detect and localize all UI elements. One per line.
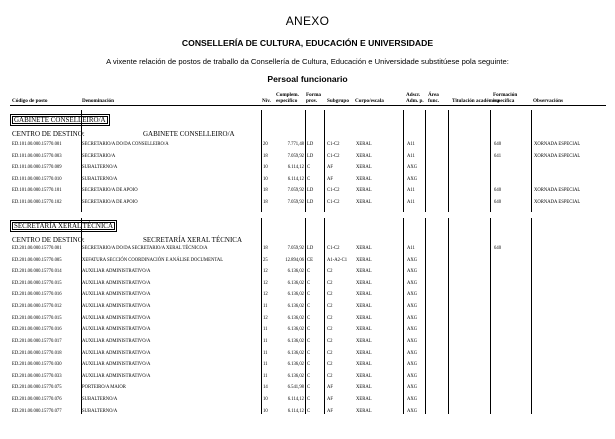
cell-subgrupo: C2 [327, 292, 333, 298]
table-row [0, 266, 615, 277]
cell-adscricion: AXG [407, 257, 418, 263]
cell-forma: C [307, 397, 311, 403]
cell-nivel: 10 [263, 176, 268, 182]
cell-adscricion: AXG [407, 304, 418, 310]
cell-corpo: XERAL [356, 142, 372, 147]
cell-corpo: XERAL [356, 246, 372, 251]
cell-forma: C [307, 385, 311, 391]
cell-observacions: XORNADA ESPECIAL [534, 200, 581, 205]
table-row [0, 151, 615, 162]
cell-corpo: XERAL [356, 385, 372, 391]
header-codigo: Código de posto [12, 98, 48, 104]
cell-code: ED.101.00.000.15770.001 [12, 142, 62, 147]
table-row [0, 139, 615, 150]
column-rule [403, 110, 404, 212]
cell-denominacion: SUBALTERNO/A [82, 176, 118, 182]
cell-forma: C [307, 327, 311, 333]
table-row [0, 371, 615, 382]
cell-corpo: XERAL [356, 350, 372, 356]
cell-complemento: 6.136,02 [287, 269, 304, 275]
cell-code: ED.201.00.000.15770.005 [12, 257, 62, 263]
cell-corpo: XERAL [356, 188, 372, 194]
cell-subgrupo: C1-C2 [327, 142, 340, 147]
cell-nivel: 11 [263, 362, 268, 368]
cell-subgrupo: AF [327, 176, 333, 182]
cell-complemento: 6.136,02 [287, 304, 304, 310]
cell-denominacion: AUXILIAR ADMINISTRATIVO/A [82, 315, 151, 321]
cell-forma: C [307, 350, 311, 356]
cell-denominacion: AUXILIAR ADMINISTRATIVO/A [82, 304, 151, 310]
column-rule [261, 218, 262, 414]
cell-denominacion: AUXILIAR ADMINISTRATIVO/A [82, 350, 151, 356]
cell-code: ED.201.00.000.15770.015 [12, 280, 62, 286]
cell-corpo: XERAL [356, 327, 372, 333]
table-row [0, 255, 615, 266]
cell-nivel: 20 [263, 142, 268, 147]
column-rule [81, 218, 82, 414]
cell-adscricion: A11 [407, 188, 415, 194]
cell-nivel: 12 [263, 292, 268, 298]
cell-complemento: 7.771,48 [287, 142, 304, 147]
cell-adscricion: A11 [407, 200, 415, 205]
table-row [0, 301, 615, 312]
cell-code: ED.201.00.000.15770.016 [12, 327, 62, 333]
column-rule [261, 110, 262, 212]
cell-adscricion: AXG [407, 176, 418, 182]
cell-formacion: 640 [494, 200, 502, 205]
cell-denominacion: SECRETARIO/A DO/DA CONSELLEIRO/A [82, 142, 169, 147]
cell-complemento: 6.136,02 [287, 292, 304, 298]
cell-code: ED.201.00.000.15770.017 [12, 338, 62, 344]
column-rule [531, 218, 532, 414]
cell-forma: C [307, 315, 311, 321]
cell-denominacion: AUXILIAR ADMINISTRATIVO/A [82, 373, 151, 379]
header-complem-1: Complem. [276, 92, 299, 98]
header-forma-2: prov. [306, 98, 318, 104]
cell-forma: C [307, 304, 311, 310]
header-areas-2: func. [428, 98, 440, 104]
cell-adscricion: AXG [407, 315, 418, 321]
header-complem-2: específico [276, 98, 298, 104]
cell-nivel: 10 [263, 397, 268, 403]
cell-adscricion: AXG [407, 338, 418, 344]
cell-complemento: 7.059,92 [287, 246, 304, 251]
cell-code: ED.201.00.000.15770.016 [12, 292, 62, 298]
cell-nivel: 11 [263, 350, 268, 356]
cell-forma: C [307, 338, 311, 344]
table-row [0, 162, 615, 173]
cell-code: ED.201.00.000.15770.077 [12, 408, 62, 414]
cell-code: ED.201.00.000.15770.075 [12, 385, 62, 391]
cell-subgrupo: A1-A2-C1 [327, 257, 348, 263]
column-rule [324, 218, 325, 414]
cell-denominacion: SUBALTERNO/A [82, 165, 118, 171]
cell-forma: LD [307, 142, 314, 147]
column-rule [425, 110, 426, 212]
cell-forma: C [307, 280, 311, 286]
cell-code: ED.201.00.000.15770.012 [12, 304, 62, 310]
cell-complemento: 6.136,02 [287, 373, 304, 379]
column-rule [403, 218, 404, 414]
cell-code: ED.201.00.000.15770.076 [12, 397, 62, 403]
column-rule [490, 110, 491, 212]
table-row [0, 289, 615, 300]
cell-corpo: XERAL [356, 338, 372, 344]
cell-complemento: 12.894,06 [285, 257, 304, 263]
cell-denominacion: AUXILIAR ADMINISTRATIVO/A [82, 280, 151, 286]
cell-subgrupo: C1-C2 [327, 200, 340, 205]
cell-subgrupo: C2 [327, 362, 333, 368]
cell-forma: LD [307, 246, 314, 251]
cell-denominacion: XEFATURA SECCIÓN COORDINACIÓN E ANÁLISE DOCUMENTAL [82, 257, 224, 263]
cell-forma: C [307, 269, 311, 275]
cell-denominacion: AUXILIAR ADMINISTRATIVO/A [82, 362, 151, 368]
table-row [0, 406, 615, 417]
header-nivel: Nív. [262, 98, 271, 104]
ministry-heading: CONSELLERÍA DE CULTURA, EDUCACIÓN E UNIVERSIDADE [181, 38, 434, 48]
table-row [0, 243, 615, 254]
cell-code: ED.101.00.000.15770.101 [12, 188, 62, 194]
table-row [0, 185, 615, 196]
centro-label: CENTRO DE DESTINO: [12, 130, 85, 138]
column-rule [305, 110, 306, 212]
cell-subgrupo: C1-C2 [327, 153, 340, 159]
cell-complemento: 6.136,02 [287, 350, 304, 356]
cell-nivel: 10 [263, 408, 268, 414]
group-box-secretaria: SECRETARÍA XERAL TÉCNICA [10, 220, 117, 232]
cell-subgrupo: C2 [327, 327, 333, 333]
centro-name: SECRETARÍA XERAL TÉCNICA [143, 236, 242, 244]
cell-formacion: 640 [494, 246, 502, 251]
cell-complemento: 6.114,12 [287, 397, 304, 403]
cell-corpo: XERAL [356, 153, 372, 159]
table-row [0, 336, 615, 347]
cell-code: ED.101.00.000.15770.102 [12, 200, 62, 205]
cell-complemento: 6.114,12 [287, 408, 304, 414]
cell-code: ED.101.00.000.15770.010 [12, 176, 62, 182]
cell-forma: LD [307, 188, 314, 194]
group-box-gabinete: GABINETE CONSELLEIRO/A [10, 114, 110, 126]
cell-corpo: XERAL [356, 373, 372, 379]
cell-complemento: 6.136,02 [287, 280, 304, 286]
document-title: ANEXO [285, 14, 330, 28]
cell-nivel: 25 [263, 257, 268, 263]
cell-denominacion: AUXILIAR ADMINISTRATIVO/A [82, 269, 151, 275]
cell-observacions: XORNADA ESPECIAL [534, 153, 581, 159]
cell-denominacion: SUBALTERNO/A [82, 408, 118, 414]
cell-complemento: 7.059,92 [287, 153, 304, 159]
cell-adscricion: AXG [407, 280, 418, 286]
cell-denominacion: SECRETARIO/A DE APOIO [82, 188, 138, 194]
cell-denominacion: AUXILIAR ADMINISTRATIVO/A [82, 327, 151, 333]
cell-code: ED.201.00.000.15770.018 [12, 350, 62, 356]
cell-nivel: 14 [263, 385, 268, 391]
cell-denominacion: SUBALTERNO/A [82, 397, 118, 403]
cell-nivel: 11 [263, 304, 268, 310]
cell-nivel: 12 [263, 315, 268, 321]
cell-adscricion: AXG [407, 350, 418, 356]
cell-adscricion: AXG [407, 373, 418, 379]
cell-corpo: XERAL [356, 397, 372, 403]
cell-code: ED.201.00.000.15770.015 [12, 315, 62, 321]
cell-formacion: 640 [494, 142, 502, 147]
cell-code: ED.201.00.000.15770.033 [12, 373, 62, 379]
cell-adscricion: AXG [407, 292, 418, 298]
cell-forma: LD [307, 153, 314, 159]
cell-complemento: 6.114,12 [287, 176, 304, 182]
cell-nivel: 11 [263, 327, 268, 333]
header-adscr-2: Adm. p. [406, 98, 424, 104]
cell-complemento: 7.059,92 [287, 200, 304, 205]
cell-subgrupo: AF [327, 385, 333, 391]
cell-code: ED.201.00.000.15770.030 [12, 362, 62, 368]
column-rule [305, 218, 306, 414]
cell-subgrupo: C2 [327, 373, 333, 379]
header-areas-1: Área [428, 92, 439, 98]
section-heading: Persoal funcionario [267, 74, 348, 84]
cell-corpo: XERAL [356, 362, 372, 368]
header-formacion-2: específica [493, 98, 515, 104]
cell-nivel: 12 [263, 280, 268, 286]
column-rule [531, 110, 532, 212]
cell-nivel: 18 [263, 200, 268, 205]
cell-nivel: 18 [263, 188, 268, 194]
cell-forma: CE [307, 257, 313, 263]
header-subgrupo: Subgrupo [327, 98, 349, 104]
column-rule [448, 218, 449, 414]
cell-adscricion: A11 [407, 142, 415, 147]
cell-nivel: 18 [263, 246, 268, 251]
cell-corpo: XERAL [356, 269, 372, 275]
cell-forma: C [307, 362, 311, 368]
cell-nivel: 11 [263, 338, 268, 344]
cell-subgrupo: C2 [327, 269, 333, 275]
cell-denominacion: SECRETARIO/A DE APOIO [82, 200, 138, 205]
cell-corpo: XERAL [356, 257, 372, 263]
header-corpo: Corpo/escala [355, 98, 384, 104]
cell-complemento: 7.059,92 [287, 188, 304, 194]
cell-corpo: XERAL [356, 304, 372, 310]
cell-corpo: XERAL [356, 408, 372, 414]
cell-complemento: 6.136,02 [287, 315, 304, 321]
table-row [0, 359, 615, 370]
cell-denominacion: SECRETARIO/A [82, 153, 116, 159]
cell-complemento: 6.136,02 [287, 362, 304, 368]
cell-adscricion: A11 [407, 153, 415, 159]
header-rule [10, 105, 606, 106]
cell-subgrupo: C2 [327, 304, 333, 310]
header-formacion-1: Formación [493, 92, 518, 98]
cell-code: ED.101.00.000.15770.003 [12, 153, 62, 159]
cell-subgrupo: AF [327, 408, 333, 414]
cell-adscricion: A11 [407, 246, 415, 251]
cell-corpo: XERAL [356, 176, 372, 182]
cell-nivel: 11 [263, 373, 268, 379]
cell-formacion: 641 [494, 153, 502, 159]
cell-subgrupo: C1-C2 [327, 188, 340, 194]
cell-adscricion: AXG [407, 269, 418, 275]
cell-corpo: XERAL [356, 315, 372, 321]
cell-forma: C [307, 292, 311, 298]
centro-label: CENTRO DE DESTINO: [12, 236, 85, 244]
cell-complemento: 6.114,12 [287, 165, 304, 171]
table-row [0, 382, 615, 393]
cell-adscricion: AXG [407, 397, 418, 403]
header-denominacion: Denominación [82, 98, 114, 104]
column-rule [490, 218, 491, 414]
cell-corpo: XERAL [356, 165, 372, 171]
cell-subgrupo: C2 [327, 338, 333, 344]
intro-paragraph: A vixente relación de postos de traballo da Consellería de Cultura, Educación e Universidade substitúese pola seguinte: [106, 57, 509, 66]
cell-forma: C [307, 176, 311, 182]
header-adscr-1: Adscr. [406, 92, 421, 98]
column-rule [448, 110, 449, 212]
cell-nivel: 12 [263, 269, 268, 275]
table-row [0, 394, 615, 405]
cell-corpo: XERAL [356, 280, 372, 286]
cell-nivel: 18 [263, 153, 268, 159]
cell-adscricion: AXG [407, 327, 418, 333]
cell-corpo: XERAL [356, 200, 372, 205]
cell-denominacion: PORTEIRO/A MAIOR [82, 385, 126, 391]
table-row [0, 174, 615, 185]
table-row [0, 348, 615, 359]
cell-nivel: 10 [263, 165, 268, 171]
cell-code: ED.101.00.000.15770.009 [12, 165, 62, 171]
column-rule [81, 110, 82, 212]
cell-subgrupo: C2 [327, 350, 333, 356]
cell-forma: C [307, 408, 311, 414]
cell-corpo: XERAL [356, 292, 372, 298]
header-forma-1: Forma [306, 92, 321, 98]
centro-name: GABINETE CONSELLEIRO/A [143, 130, 235, 138]
cell-code: ED.201.00.000.15770.014 [12, 269, 62, 275]
cell-formacion: 640 [494, 188, 502, 194]
cell-observacions: XORNADA ESPECIAL [534, 142, 581, 147]
cell-subgrupo: AF [327, 397, 333, 403]
header-titulacion: Titulación académica [452, 98, 500, 104]
cell-subgrupo: AF [327, 165, 333, 171]
column-rule [425, 218, 426, 414]
table-row [0, 278, 615, 289]
cell-forma: LD [307, 200, 314, 205]
cell-complemento: 6.541,98 [287, 385, 304, 391]
cell-complemento: 6.136,02 [287, 327, 304, 333]
cell-denominacion: AUXILIAR ADMINISTRATIVO/A [82, 292, 151, 298]
cell-complemento: 6.136,02 [287, 338, 304, 344]
table-row [0, 313, 615, 324]
cell-forma: C [307, 373, 311, 379]
cell-forma: C [307, 165, 311, 171]
cell-adscricion: AXG [407, 408, 418, 414]
cell-subgrupo: C1-C2 [327, 246, 340, 251]
cell-observacions: XORNADA ESPECIAL [534, 188, 581, 194]
cell-code: ED.201.00.000.15770.001 [12, 246, 62, 251]
column-rule [324, 110, 325, 212]
table-row [0, 324, 615, 335]
header-observacions: Observacións [533, 98, 563, 104]
cell-subgrupo: C2 [327, 315, 333, 321]
cell-adscricion: AXG [407, 362, 418, 368]
cell-adscricion: AXG [407, 165, 418, 171]
cell-adscricion: AXG [407, 385, 418, 391]
cell-denominacion: SECRETARIO/A DO/DA SECRETARIO/A XERAL TÉCNICO/A [82, 246, 208, 251]
table-row [0, 197, 615, 208]
centro-destino-gabinete [12, 130, 235, 138]
cell-subgrupo: C2 [327, 280, 333, 286]
cell-denominacion: AUXILIAR ADMINISTRATIVO/A [82, 338, 151, 344]
